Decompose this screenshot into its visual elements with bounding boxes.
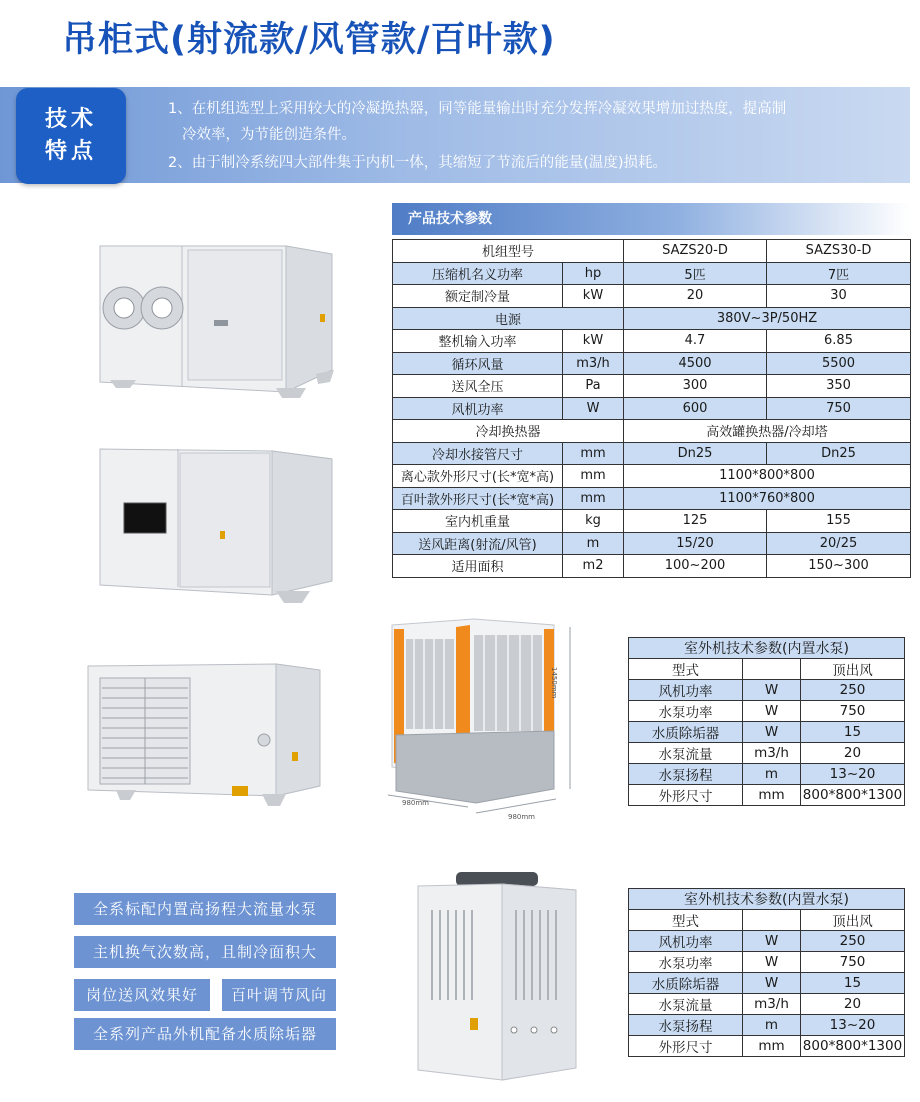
outdoor-unit-1-image — [384, 617, 580, 822]
spec-row-unit: Pa — [563, 375, 624, 398]
outdoor-type-value: 顶出风 — [801, 659, 905, 680]
spec-row-label: 冷却水接管尺寸 — [393, 442, 563, 465]
spec-row-value-2: 750 — [767, 397, 911, 420]
spec-row-label: 循环风量 — [393, 352, 563, 375]
row-label: 水泵扬程 — [629, 1015, 743, 1036]
spec-row — [393, 397, 911, 420]
spec-row-value-1: 4500 — [624, 352, 767, 375]
outdoor-table-1-caption: 室外机技术参数(内置水泵) — [629, 638, 905, 659]
spec-row — [393, 262, 911, 285]
spec-row-value-2: 6.85 — [767, 330, 911, 353]
row-unit: m — [743, 1015, 801, 1036]
outdoor-type-value: 顶出风 — [801, 910, 905, 931]
row-value: 750 — [801, 952, 905, 973]
spec-row-value-1: 4.7 — [624, 330, 767, 353]
feature-tag-descaler: 全系列产品外机配备水质除垢器 — [74, 1018, 336, 1050]
feature-badge-line1: 技术 — [44, 107, 97, 132]
spec-row-value: 380V~3P/50HZ — [624, 307, 911, 330]
row-value: 20 — [801, 994, 905, 1015]
spec-row-unit: W — [563, 397, 624, 420]
spec-row-value-1: 600 — [624, 397, 767, 420]
spec-row-value: 1100*760*800 — [624, 487, 911, 510]
duct-unit-image — [96, 445, 336, 605]
spec-row — [393, 442, 911, 465]
spec-table-header: 产品技术参数 — [392, 203, 910, 235]
feature-tag-pump: 全系标配内置高扬程大流量水泵 — [74, 893, 336, 925]
spec-row-value-1: 15/20 — [624, 532, 767, 555]
row-value: 13~20 — [801, 1015, 905, 1036]
spec-row-value-1: 300 — [624, 375, 767, 398]
outdoor-type-label: 型式 — [629, 910, 743, 931]
row-unit: W — [743, 722, 801, 743]
feature-badge — [16, 88, 126, 184]
spec-row-value-1: 5匹 — [624, 262, 767, 285]
spec-table-body — [393, 240, 911, 578]
feature-tag-air-change: 主机换气次数高，且制冷面积大 — [74, 936, 336, 968]
spec-row-unit: mm — [563, 487, 624, 510]
spec-row-value-1: 100~200 — [624, 555, 767, 578]
spec-row-label: 整机输入功率 — [393, 330, 563, 353]
row-label: 水质除垢器 — [629, 722, 743, 743]
jet-unit-illustration — [96, 242, 336, 402]
spec-row-label: 机组型号 — [393, 240, 624, 263]
louver-unit-image — [86, 660, 322, 810]
spec-row-unit: kg — [563, 510, 624, 533]
spec-row — [393, 330, 911, 353]
row-label: 水泵功率 — [629, 952, 743, 973]
feature-line-2: 冷效率，为节能创造条件。 — [182, 127, 356, 143]
outdoor-table-1-wrap — [628, 637, 905, 806]
outdoor-type-unit — [743, 910, 801, 931]
spec-row-value-2: 7匹 — [767, 262, 911, 285]
row-value: 750 — [801, 701, 905, 722]
spec-row — [393, 487, 911, 510]
louver-unit-illustration — [86, 660, 322, 810]
row-unit: W — [743, 952, 801, 973]
row-value: 800*800*1300 — [801, 1036, 905, 1057]
spec-row-label: 适用面积 — [393, 555, 563, 578]
row-label: 外形尺寸 — [629, 785, 743, 806]
row-unit: m3/h — [743, 994, 801, 1015]
spec-row — [393, 375, 911, 398]
spec-row-value-1: 20 — [624, 285, 767, 308]
row-unit: W — [743, 701, 801, 722]
outdoor-table-2-caption: 室外机技术参数(内置水泵) — [629, 889, 905, 910]
spec-table-wrap — [392, 239, 911, 578]
feature-tag-louver: 百叶调节风向 — [222, 979, 336, 1011]
spec-row-label: 室内机重量 — [393, 510, 563, 533]
spec-row-value-1: Dn25 — [624, 442, 767, 465]
row-value: 250 — [801, 931, 905, 952]
row-unit: mm — [743, 785, 801, 806]
spec-row-value-2: 150~300 — [767, 555, 911, 578]
jet-unit-image — [96, 242, 336, 402]
spec-row-label: 压缩机名义功率 — [393, 262, 563, 285]
feature-line-3: 2、由于制冷系统四大部件集于内机一体，其缩短了节流后的能量(温度)损耗。 — [168, 155, 668, 171]
row-value: 15 — [801, 722, 905, 743]
spec-row — [393, 555, 911, 578]
spec-row-unit: mm — [563, 465, 624, 488]
row-value: 20 — [801, 743, 905, 764]
spec-row-label: 离心款外形尺寸(长*宽*高) — [393, 465, 563, 488]
spec-row — [393, 465, 911, 488]
spec-row-unit: hp — [563, 262, 624, 285]
spec-row-label: 电源 — [393, 307, 624, 330]
dim-height-label: 1450mm — [550, 667, 558, 699]
outdoor-type-unit — [743, 659, 801, 680]
outdoor-table-2 — [628, 888, 905, 1057]
spec-row-value-2: Dn25 — [767, 442, 911, 465]
spec-row — [393, 240, 911, 263]
spec-row-unit: m — [563, 532, 624, 555]
spec-row-value: 1100*800*800 — [624, 465, 911, 488]
spec-row-unit: kW — [563, 285, 624, 308]
row-value: 15 — [801, 973, 905, 994]
spec-row-label: 冷却换热器 — [393, 420, 624, 443]
row-label: 水质除垢器 — [629, 973, 743, 994]
row-unit: m — [743, 764, 801, 785]
spec-row — [393, 352, 911, 375]
spec-row-unit: m2 — [563, 555, 624, 578]
row-label: 风机功率 — [629, 680, 743, 701]
outdoor-unit-1-illustration — [384, 617, 580, 822]
spec-row-value-2: 20/25 — [767, 532, 911, 555]
spec-row-value-2: 30 — [767, 285, 911, 308]
spec-row-value: 高效罐换热器/冷却塔 — [624, 420, 911, 443]
row-unit: mm — [743, 1036, 801, 1057]
row-unit: m3/h — [743, 743, 801, 764]
row-value: 250 — [801, 680, 905, 701]
spec-row-label: 风机功率 — [393, 397, 563, 420]
duct-unit-illustration — [96, 445, 336, 605]
row-unit: W — [743, 680, 801, 701]
outdoor-unit-2-illustration — [412, 870, 580, 1090]
row-label: 外形尺寸 — [629, 1036, 743, 1057]
outdoor-type-label: 型式 — [629, 659, 743, 680]
spec-row-unit: kW — [563, 330, 624, 353]
row-unit: W — [743, 931, 801, 952]
spec-row — [393, 420, 911, 443]
spec-row-label: 额定制冷量 — [393, 285, 563, 308]
row-value: 13~20 — [801, 764, 905, 785]
spec-row-unit: m3/h — [563, 352, 624, 375]
outdoor-table-1 — [628, 637, 905, 806]
row-value: 800*800*1300 — [801, 785, 905, 806]
row-label: 水泵扬程 — [629, 764, 743, 785]
feature-badge-line2: 特点 — [44, 139, 97, 164]
spec-row-value-1: 125 — [624, 510, 767, 533]
feature-line-1: 1、在机组选型上采用较大的冷凝换热器，同等能量输出时充分发挥冷凝效果增加过热度，提高制 — [168, 101, 787, 117]
outdoor-table-2-wrap — [628, 888, 905, 1057]
spec-row-label: 送风距离(射流/风管) — [393, 532, 563, 555]
row-label: 水泵流量 — [629, 743, 743, 764]
spec-row-value-2: 155 — [767, 510, 911, 533]
row-label: 风机功率 — [629, 931, 743, 952]
spec-row — [393, 510, 911, 533]
spec-row-value-2: 350 — [767, 375, 911, 398]
outdoor-unit-2-image — [412, 870, 580, 1090]
row-label: 水泵功率 — [629, 701, 743, 722]
page-title: 吊柜式(射流款/风管款/百叶款) — [62, 20, 556, 60]
row-label: 水泵流量 — [629, 994, 743, 1015]
spec-table — [392, 239, 911, 578]
row-unit: W — [743, 973, 801, 994]
dim-width-label: 980mm — [508, 813, 535, 821]
spec-row-label: 送风全压 — [393, 375, 563, 398]
spec-row — [393, 285, 911, 308]
spec-row — [393, 307, 911, 330]
spec-row-value-2: 5500 — [767, 352, 911, 375]
spec-row-value-1: SAZS20-D — [624, 240, 767, 263]
feature-tag-spot-cooling: 岗位送风效果好 — [74, 979, 210, 1011]
spec-row-unit: mm — [563, 442, 624, 465]
spec-row-label: 百叶款外形尺寸(长*宽*高) — [393, 487, 563, 510]
dim-depth-label: 980mm — [402, 799, 429, 807]
spec-row — [393, 532, 911, 555]
spec-row-value-2: SAZS30-D — [767, 240, 911, 263]
